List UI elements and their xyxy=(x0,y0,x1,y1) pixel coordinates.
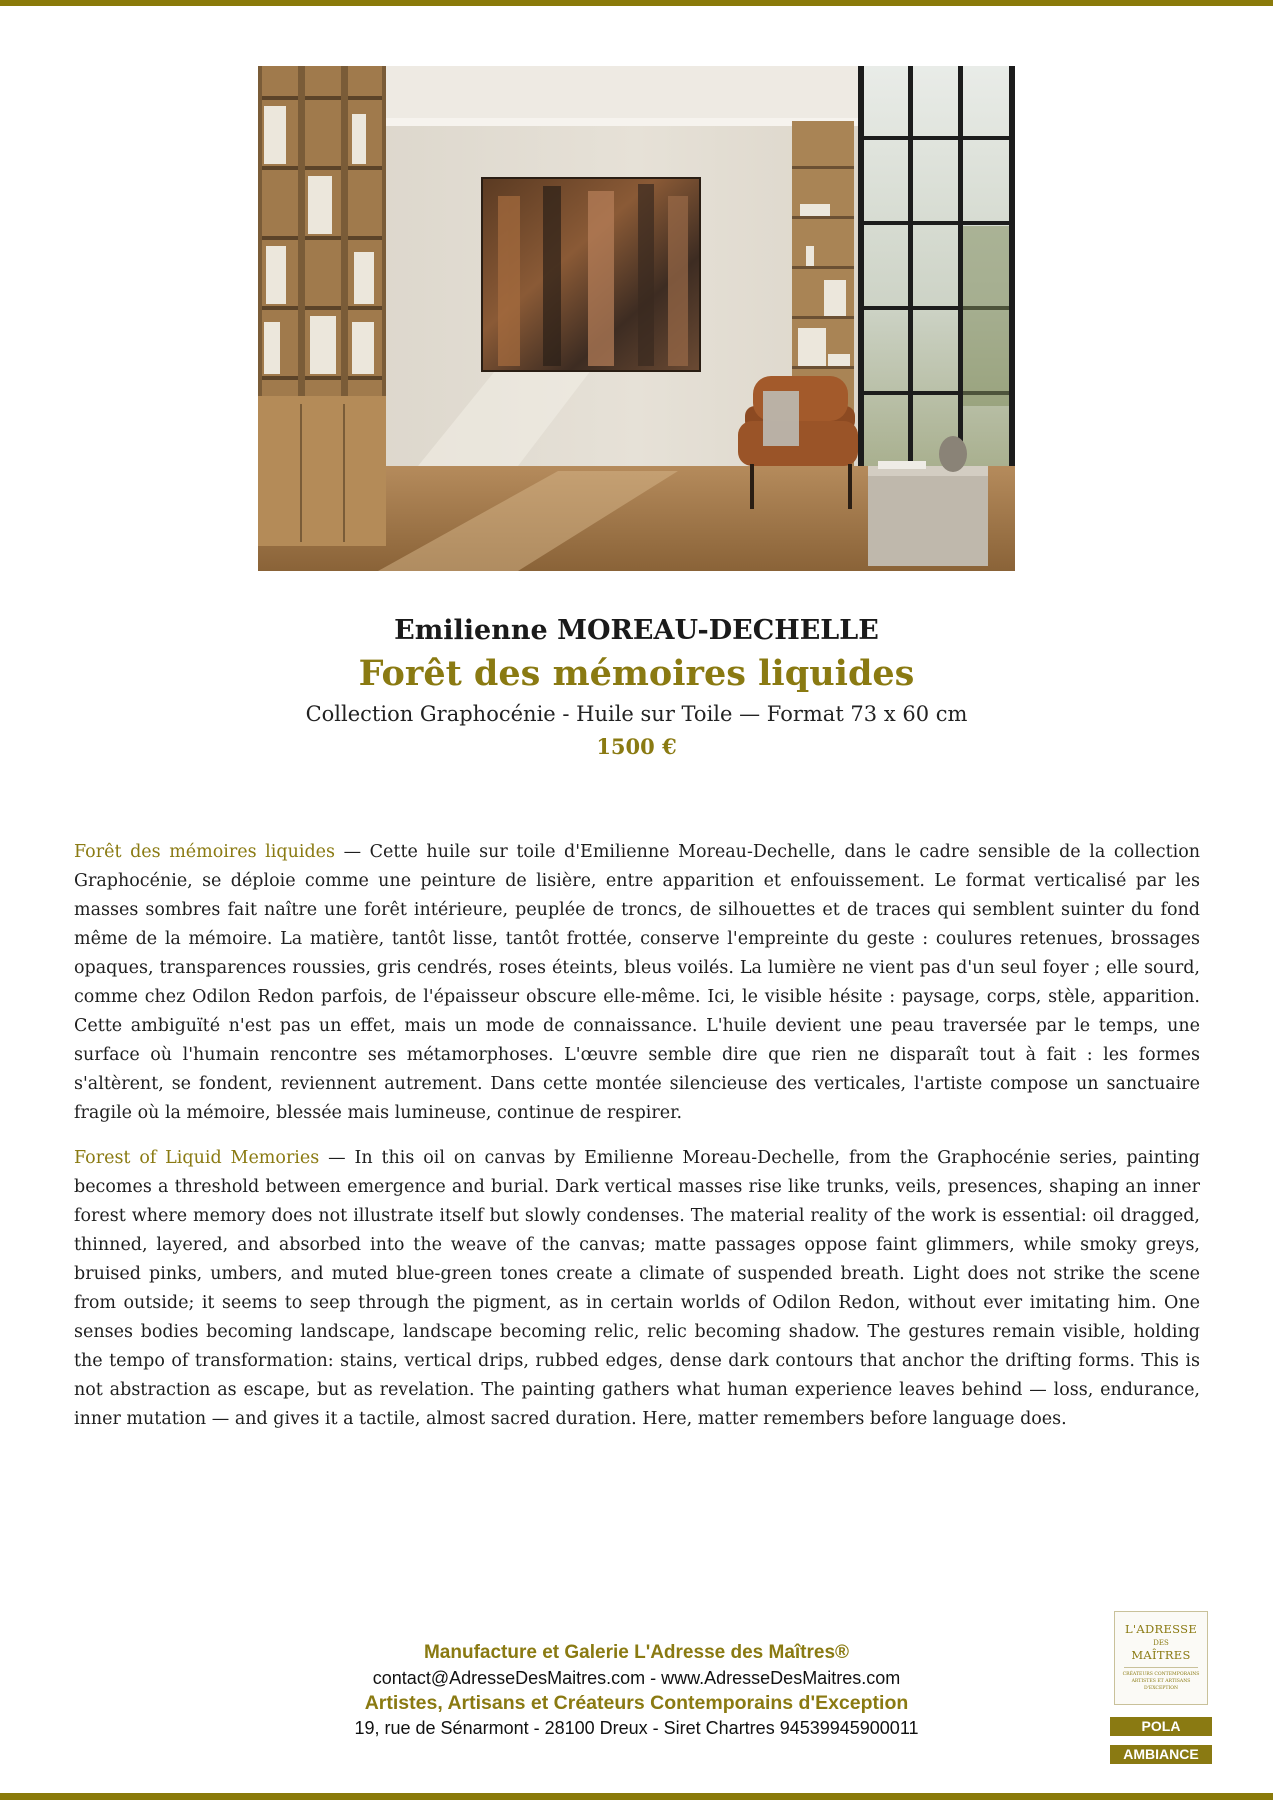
gallery-tagline: Artistes, Artisans et Créateurs Contemporains d'Exception xyxy=(364,1692,909,1714)
description-english-text: — In this oil on canvas by Emilienne Moreau-Dechelle, from the Graphocénie series, painting becomes a threshold between emergence and burial. Dark vertical masses rise like trunks, veils, presences, shaping an inner forest where memory does not illustrate itself but slowly condenses. The material reality of the work is essential: oil dragged, thinned, layered, and absorbed into the weave of the canvas; matte passages oppose faint glimmers, while smoky greys, bruised pinks, umbers, and muted blue-green tones create a climate of suspended breath. Light does not strike the scene from outside; it seems to seep through the pigment, as in certain worlds of Odilon Redon, without ever imitating him. One senses bodies becoming landscape, landscape becoming relic, relic becoming shadow. The gestures remain visible, holding the tempo of transformation: stains, vertical drips, rubbed edges, dense dark contours that anchor the drifting forms. This is not abstraction as escape, but as revelation. The painting gathers what human experience leaves behind — loss, endurance, inner mutation — and gives it a tactile, almost sacred duration. Here, matter remembers before language does. xyxy=(74,1148,1200,1429)
gallery-logo xyxy=(1114,1611,1208,1705)
artwork-title: Forêt des mémoires liquides xyxy=(358,653,915,694)
gallery-footer xyxy=(300,1640,973,1741)
tag-ambiance: AMBIANCE xyxy=(1110,1745,1212,1764)
description-french-text: — Cette huile sur toile d'Emilienne Moreau-Dechelle, dans le cadre sensible de la collection Graphocénie, se déploie comme une peinture de lisière, entre apparition et enfouissement. Le format verticalisé par les masses sombres fait naître une forêt intérieure, peuplée de troncs, de silhouettes et de traces qui semblent suinter du fond même de la mémoire. La matière, tantôt lisse, tantôt frottée, conserve l'empreinte du geste : coulures retenues, brossages opaques, transparences roussies, gris cendrés, roses éteints, bleus voilés. La lumière ne vient pas d'un seul foyer ; elle sourd, comme chez Odilon Redon parfois, de l'épaisseur obscure elle-même. Ici, le visible hésite : paysage, corps, stèle, apparition. Cette ambiguïté n'est pas un effet, mais un mode de connaissance. L'huile devient une peau traversée par le temps, une surface où l'humain rencontre ses métamorphoses. L'œuvre semble dire que rien ne disparaît tout à fait : les formes s'altèrent, se fondent, reviennent autrement. Dans cette montée silencieuse des verticales, l'artiste compose un sanctuaire fragile où la mémoire, blessée mais lumineuse, continue de respirer. xyxy=(74,842,1200,1123)
description-english xyxy=(74,1144,1200,1434)
top-rule xyxy=(0,0,1273,6)
bottom-rule xyxy=(0,1793,1273,1800)
description-french-lead: Forêt des mémoires liquides xyxy=(74,842,335,862)
logo-line-3: MAÎTRES xyxy=(1131,1648,1191,1662)
artwork-price: 1500 € xyxy=(596,734,677,759)
description-english-lead: Forest of Liquid Memories xyxy=(74,1148,320,1168)
logo-line-1: L'ADRESSE xyxy=(1124,1622,1198,1636)
gallery-contact: contact@AdresseDesMaitres.com - www.AdresseDesMaitres.com xyxy=(372,1668,901,1688)
tag-pola: POLA xyxy=(1110,1717,1212,1736)
artwork-details: Collection Graphocénie - Huile sur Toile — Format 73 x 60 cm xyxy=(305,702,968,726)
artwork-header xyxy=(0,612,1273,764)
gallery-name: Manufacture et Galerie L'Adresse des Maîtres® xyxy=(423,1642,850,1663)
logo-line-4: CRÉATEURS CONTEMPORAINS ARTISTES ET ARTISANS D'EXCEPTION xyxy=(1122,1672,1200,1691)
artist-name: Emilienne MOREAU-DECHELLE xyxy=(394,615,879,646)
gallery-address: 19, rue de Sénarmont - 28100 Dreux - Siret Chartres 94539945900011 xyxy=(354,1718,919,1738)
description-french xyxy=(74,838,1200,1128)
logo-divider xyxy=(1124,1667,1198,1668)
logo-line-2: DES xyxy=(1153,1639,1169,1647)
artwork-description xyxy=(74,838,1200,1450)
artwork-room-image xyxy=(258,66,1015,571)
